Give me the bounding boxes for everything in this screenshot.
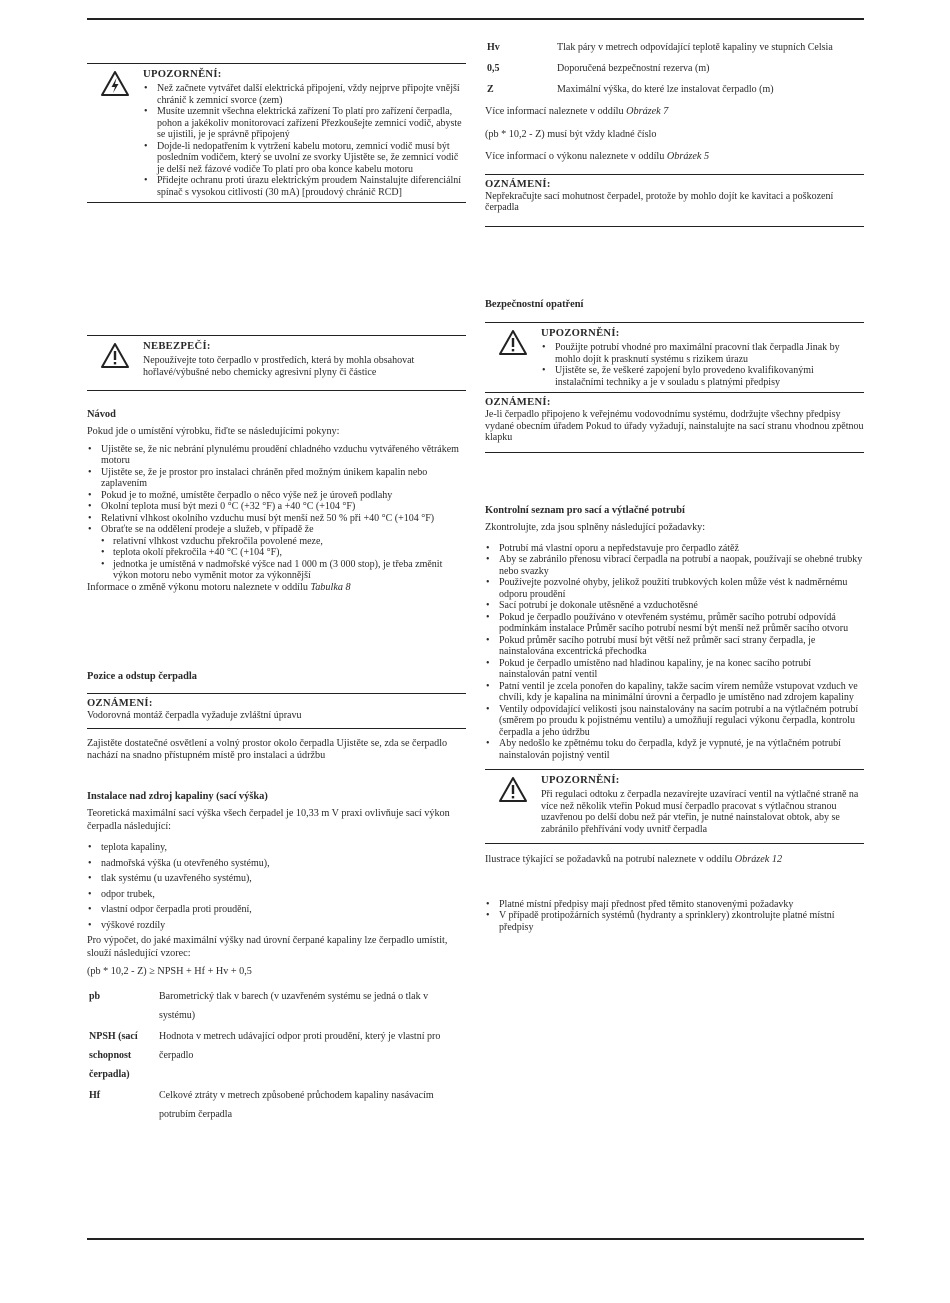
list-item: • Sací potrubí je dokonale utěsněné a vzduchotěsné [485,600,864,612]
list-item: • Potrubí má vlastní oporu a nepředstavuje pro čerpadlo zátěž [485,543,864,555]
table-row: NPSH (sací schopnost čerpadla) Hodnota v metrech udávající odpor proti proudění, který je vlastní pro čerpadlo [89,1030,441,1080]
paragraph: (pb * 10,2 - Z) musí být vždy kladné číslo [485,128,657,140]
oznameni-notice [485,393,864,453]
oznameni-notice [87,693,466,729]
section-heading: Instalace nad zdroj kapaliny (sací výška) [87,791,268,802]
section-heading: Pozice a odstup čerpadla [87,671,197,682]
table-reference: Tabulka 8 [310,581,351,593]
figure-reference: Obrázek 12 [734,854,783,865]
electrical-hazard-icon [87,64,143,202]
list-item: • jednotka je umístěná v nadmořské výšce nad 1 000 m (3 000 stop), je třeba změnit výkon motoru nebo vyměnit motor za výkonnější [87,559,466,582]
paragraph: Teoretická maximální sací výška všech čerpadel je 10,33 m V praxi ovlivňuje sací výkon čerpadla následující: [87,808,450,832]
notice-title: OZNÁMENÍ: [485,397,551,408]
pozice-section [87,670,466,763]
list-item: • V případě protipožárních systémů (hydranty a sprinklery) zkontrolujte platné místní předpisy [485,910,864,933]
paragraph: Více informací naleznete v oddílu Obrázek 7 [485,106,669,117]
notice-title: OZNÁMENÍ: [87,698,153,709]
notice-text: Je-li čerpadlo připojeno k veřejnému vodovodnímu systému, dodržujte všechny předpisy vydané obecním úřadem Pokud to úřady vyžadují, nainstalujte na sací stranu vhodnou zpětnou klapku [485,409,864,443]
warning-list [541,342,864,388]
list-item: • teplota kapaliny, [87,840,466,856]
list-item: • Použijte potrubí vhodné pro maximální pracovní tlak čerpadla Jinak by mohlo dojít k prasknutí systému s rizikem úrazu [541,342,864,365]
notice-title: OZNÁMENÍ: [485,178,551,190]
danger-title: NEBEZPEČÍ: [143,341,211,352]
list-item: • Patní ventil je zcela ponořen do kapaliny, takže sacím vírem nemůže vstupovat vzduch ve chvíli, kdy je kapalina na minimální úrovni a čerpadlo je umístěno nad zdrojem kapaliny [485,681,864,704]
list-item: • Pokud je čerpadlo používáno v otevřeném systému, průměr sacího potrubí odpovídá podmínkám instalace Průměr sacího potrubí nesmí být menší než průměr sacího otvoru [485,612,864,635]
definition-table [87,985,466,1124]
list-item: • Ventily odpovídající velikosti jsou nainstalovány na sacím potrubí a na výtlačném potrubí (směrem po proudu k pojistnému ventilu) a umožňují regulaci výkonu čerpadla, kontrolu čerpadla a jeho údržbu [485,704,864,739]
section-heading: Bezpečnostní opatření [485,299,584,310]
paragraph: Pro výpočet, do jaké maximální výšky nad úrovní čerpané kapaliny lze čerpadlo umístit, slouží následující vzorec: [87,935,448,959]
section-heading: Kontrolní seznam pro sací a výtlačné potrubí [485,505,685,516]
list-item: • Používejte pozvolné ohyby, jelikož použití trubkových kolen může vést k nadměrnému odporu proudění [485,577,864,600]
formula: (pb * 10,2 - Z) ≥ NPSH + Hf + Hv + 0,5 [87,966,252,977]
kontrolni-section [485,504,864,933]
notice-text: Vodorovná montáž čerpadla vyžaduje zvláštní úpravu [87,710,302,721]
instalace-continued [485,36,864,227]
navod-sublist [87,536,466,582]
paragraph: Informace o změně výkonu motoru naleznete v oddílu Tabulka 8 [87,581,351,593]
list-item: • nadmořská výška (u otevřeného systému), [87,856,466,872]
warning-list [143,83,466,198]
list-item: • Pokud je to možné, umístěte čerpadlo o něco výše než je úroveň podlahy [87,490,466,502]
list-item: • tlak systému (u uzavřeného systému), [87,871,466,887]
list-item: • výškové rozdíly [87,918,466,934]
figure-reference: Obrázek 7 [626,106,669,117]
table-row: Z Maximální výška, do které lze instalovat čerpadlo (m) [487,84,774,95]
list-item: • relativní vlhkost vzduchu překročila povolené meze, [87,536,466,548]
section-heading: Návod [87,409,116,420]
exclamation-hazard-icon [485,323,541,392]
danger-notice [87,335,466,391]
table-row: pb Barometrický tlak v barech (v uzavřeném systému se jedná o tlak v systému) [89,990,429,1021]
exclamation-hazard-icon [87,336,143,390]
list-item: • teplota okolí překročila +40 °C (+104 °F), [87,547,466,559]
list-item: • Dojde-li nedopatřením k vytržení kabelu motoru, zemnicí vodič musí být posledním vodičem, který se uvolní ze svorky Ujistěte se, že zemnicí vodič je delší než fázové vodiče To platí pro oba konce kabelu motoru [143,141,466,176]
exclamation-hazard-icon [485,770,541,843]
warning-text: Při regulaci odtoku z čerpadla nezavírejte uzavírací ventil na výtlačné straně na více než několik vteřin Pokud musí čerpadlo pracovat s výtlačnou stranou uzavřenou po delší dobu než pár vteřin, je nutné nainstalovat obtok, aby se zabránilo přehřívání vody uvnitř čerpadla [541,789,859,835]
danger-text: Nepoužívejte toto čerpadlo v prostředích, která by mohla obsahovat hořlavé/výbušné nebo chemicky agresivní plyny či částice [143,355,415,378]
safety-warning [485,322,864,393]
final-list [485,899,864,934]
table-row: Hf Celkové ztráty v metrech způsobené průchodem kapaliny nasávacím potrubím čerpadla [89,1089,434,1120]
notice-text: Nepřekračujte sací mohutnost čerpadel, protože by mohlo dojít ke kavitaci a poškození čerpadla [485,190,834,213]
table-row: Hv Tlak páry v metrech odpovídající teplotě kapaliny ve stupních Celsia [487,42,833,53]
valve-warning [485,769,864,844]
factor-list [87,840,466,933]
top-rule [87,18,864,20]
bottom-rule [87,1238,864,1240]
paragraph: Zajistěte dostatečné osvětlení a volný prostor okolo čerpadla Ujistěte se, zda se čerpadlo nachází na snadno přístupném místě pro instalaci a údržbu [87,737,448,761]
list-item: • Ujistěte se, že veškeré zapojení bylo provedeno kvalifikovanými instalačními techniky a je v souladu s platnými předpisy [541,365,864,388]
electrical-warning [87,63,466,203]
paragraph: Více informací o výkonu naleznete v oddílu Obrázek 5 [485,151,710,162]
paragraph: Ilustrace týkající se požadavků na potrubí naleznete v oddílu Obrázek 12 [485,854,783,865]
oznameni-notice [485,174,864,227]
list-item: • Než začnete vytvářet další elektrická připojení, vždy nejprve připojte vnější chránič k zemnicí svorce (zem) [143,83,466,106]
list-item: • Ujistěte se, že je prostor pro instalaci chráněn před možným únikem kapalin nebo zaplavením [87,467,466,490]
list-item: • Aby se zabránilo přenosu vibrací čerpadla na potrubí a naopak, používají se ohebné trubky nebo svazky [485,554,864,577]
list-item: • Ujistěte se, že nic nebrání plynulému proudění chladného vzduchu vytvářeného větrákem motoru [87,444,466,467]
list-item: • Přidejte ochranu proti úrazu elektrickým proudem Nainstalujte diferenciální spínač s vysokou citlivostí (30 mA) [proudový chránič RCD] [143,175,466,198]
list-item: • Musíte uzemnit všechna elektrická zařízení To platí pro zařízení čerpadla, pohon a jakékoliv monitorovací zařízení Přezkoušejte zemnicí vodič, abyste se ujistili, je je správně připojený [143,106,466,141]
list-item: • vlastní odpor čerpadla proti proudění, [87,902,466,918]
list-item: • Relativní vlhkost okolního vzduchu musí být menší než 50 % při +40 °C (+104 °F) [87,513,466,525]
list-item: • odpor trubek, [87,887,466,903]
list-item: • Obraťte se na oddělení prodeje a služeb, v případě že [87,524,466,536]
navod-section [87,408,466,594]
instalace-section [87,790,466,1124]
list-item: • Okolní teplota musí být mezi 0 °C (+32 °F) a +40 °C (+104 °F) [87,501,466,513]
list-item: • Aby nedošlo ke zpětnému toku do čerpadla, když je vypnuté, je na výtlačném potrubí nainstalován pojistný ventil [485,738,864,761]
list-item: • Pokud průměr sacího potrubí musí být větší než průměr sací strany čerpadla, je nainstalována excentrická přechodka [485,635,864,658]
checklist [485,543,864,762]
table-row: 0,5 Doporučená bezpečnostní rezerva (m) [487,63,710,74]
warning-title: UPOZORNĚNÍ: [541,775,620,786]
bezpecnost-section [485,298,864,453]
warning-title: UPOZORNĚNÍ: [541,328,620,339]
list-item: • Platné místní předpisy mají přednost před těmito stanovenými požadavky [485,899,864,911]
navod-list [87,444,466,536]
list-item: • Pokud je čerpadlo umístěno nad hladinou kapaliny, je na konec sacího potrubí nainstalován patní ventil [485,658,864,681]
paragraph: Pokud jde o umístění výrobku, řiďte se následujícími pokyny: [87,426,340,437]
paragraph: Zkontrolujte, zda jsou splněny následující požadavky: [485,522,706,533]
warning-title: UPOZORNĚNÍ: [143,69,222,80]
definition-table [485,36,864,99]
figure-reference: Obrázek 5 [666,151,710,162]
